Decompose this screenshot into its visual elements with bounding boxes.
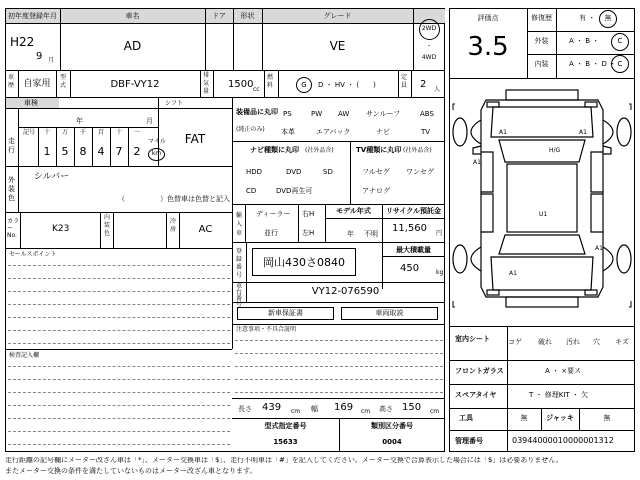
month-unit: 月 bbox=[48, 57, 55, 64]
mark-a1-fender-r: A1 bbox=[579, 129, 587, 136]
repair-label: 修復歴 bbox=[531, 14, 552, 22]
dotted-line bbox=[8, 265, 230, 266]
mileage-digit: 7 bbox=[115, 145, 123, 158]
model-year-label: モデル年式 bbox=[336, 207, 371, 215]
import-dealer: ディーラー bbox=[256, 210, 291, 218]
score-label: 評価点 bbox=[477, 14, 499, 22]
interior-seat-item: 破れ bbox=[538, 338, 552, 346]
mileage-unit-label: 百 bbox=[97, 129, 104, 136]
equipment-item: サンルーフ bbox=[366, 110, 401, 118]
color-note: （ ）色替車は色替と記入 bbox=[118, 195, 230, 203]
registration-value: 岡山430さ0840 bbox=[263, 256, 345, 269]
width-unit: cm bbox=[361, 408, 371, 415]
drive-4wd: 4WD bbox=[421, 54, 437, 61]
inspection-month-unit: 月 bbox=[146, 117, 153, 125]
import-label: 輸入車 bbox=[236, 212, 243, 237]
dotted-line bbox=[8, 392, 230, 393]
inspection-year-unit: 年 bbox=[76, 117, 83, 125]
mileage-digit: 4 bbox=[97, 145, 105, 158]
exterior-grade: C bbox=[617, 37, 623, 45]
dotted-line bbox=[235, 353, 443, 354]
interior-seat-label: 室内シート bbox=[455, 335, 490, 343]
jack-value: 無 bbox=[603, 414, 611, 422]
length-value: 439 bbox=[262, 402, 282, 413]
dotted-line bbox=[8, 418, 230, 419]
mileage-unit-label: 一 bbox=[133, 129, 140, 136]
door-label: ドア bbox=[212, 12, 226, 20]
navi-item: SD bbox=[323, 168, 333, 176]
interior-grade: C bbox=[617, 60, 623, 68]
tv-item: フルセグ bbox=[362, 168, 390, 176]
category-number-label: 類別区分番号 bbox=[371, 422, 413, 430]
mileage-digit: 8 bbox=[79, 145, 87, 158]
width-value: 169 bbox=[334, 402, 354, 413]
dotted-line bbox=[8, 405, 230, 406]
navi-item: DVD bbox=[286, 168, 302, 176]
import-parallel: 並行 bbox=[264, 229, 278, 237]
mileage-unit-label: 十 bbox=[43, 129, 50, 136]
inspector-label: 検査記入欄 bbox=[9, 352, 40, 359]
tv-item: ワンセグ bbox=[406, 168, 434, 176]
ac-label: 冷房 bbox=[170, 218, 177, 233]
mileage-section-label: 走行 bbox=[8, 137, 15, 154]
mark-a1-trunk: A1 bbox=[509, 270, 517, 277]
exterior-opts: A ・ B ・ bbox=[569, 37, 600, 45]
interior-seat-item: 穴 bbox=[593, 338, 600, 346]
month-value: 9 bbox=[36, 51, 43, 62]
dotted-line bbox=[235, 392, 443, 393]
capacity-unit: 人 bbox=[434, 86, 441, 93]
height-label: 高さ bbox=[379, 405, 393, 413]
interior-label: 内装 bbox=[534, 60, 549, 68]
equipment-item: 本革 bbox=[281, 128, 295, 136]
capacity-value: 2 bbox=[420, 79, 427, 90]
navi-title-sub: (社外品含) bbox=[305, 147, 334, 154]
mileage-unit-label: 万 bbox=[61, 129, 68, 136]
model-designation-label: 型式指定番号 bbox=[264, 422, 307, 430]
capacity-label: 定員 bbox=[401, 74, 408, 89]
chassis-value: VY12-076590 bbox=[311, 286, 380, 297]
score-value: 3.5 bbox=[467, 32, 509, 62]
interior-seat-item: コゲ bbox=[508, 338, 522, 346]
color-value: シルバー bbox=[34, 172, 70, 182]
mileage-unit-km: km bbox=[151, 150, 162, 157]
mileage-digit: 1 bbox=[43, 145, 51, 158]
equipment-sublabel: (純正のみ) bbox=[236, 126, 265, 133]
model-year-unknown: 不明 bbox=[364, 230, 378, 238]
mark-a1-rear-r: A1 bbox=[595, 245, 603, 252]
type-value: DBF-VY12 bbox=[110, 79, 160, 90]
tools-label: 工具 bbox=[459, 414, 473, 422]
max-load-value: 450 bbox=[400, 263, 420, 274]
tv-title-sub: (社外品含) bbox=[403, 147, 432, 154]
fuel-label: 燃料 bbox=[267, 74, 274, 89]
category-number-value: 0004 bbox=[382, 438, 402, 446]
dotted-line bbox=[8, 291, 230, 292]
plate-label: カラーNo. bbox=[7, 218, 20, 239]
dotted-line bbox=[235, 366, 443, 367]
navi-item: CD bbox=[246, 187, 257, 195]
dotted-line bbox=[235, 340, 443, 341]
recycle-value: 11,560 bbox=[392, 223, 427, 234]
model-year-unit: 年 bbox=[347, 230, 354, 238]
import-left: 左H bbox=[302, 229, 315, 237]
fuel-other: D ・ HV ・ ( ) bbox=[318, 81, 376, 89]
dotted-line bbox=[8, 330, 230, 331]
sales-point-label: セールスポイント bbox=[9, 251, 57, 258]
usage-value: 自家用 bbox=[23, 79, 51, 89]
shift-value: FAT bbox=[184, 132, 206, 146]
interior-seat-item: キズ bbox=[615, 338, 629, 346]
mileage-unit-label: 記号 bbox=[22, 129, 35, 136]
tv-item: アナログ bbox=[362, 187, 390, 195]
length-label: 長さ bbox=[238, 405, 252, 413]
shape-label: 形状 bbox=[240, 12, 255, 20]
max-load-label: 最大積載量 bbox=[396, 246, 431, 254]
footer-line2: またメーター交換の条件を満たしていないものはメーター改ざん車となります。 bbox=[5, 467, 257, 475]
shift-label: シフト bbox=[165, 100, 184, 107]
front-glass-value: A ・ ×要ス bbox=[545, 367, 582, 375]
dotted-line bbox=[8, 304, 230, 305]
dotted-line bbox=[8, 343, 230, 344]
year-label: 初年度登録年月 bbox=[8, 12, 57, 20]
equipment-label: 装備品に丸印 bbox=[236, 108, 278, 116]
interior-opts: A ・ B ・ D ・ bbox=[569, 60, 617, 68]
equipment-item: AW bbox=[338, 110, 350, 118]
mileage-unit-mile: マイル bbox=[148, 138, 166, 145]
recycle-unit: 円 bbox=[436, 230, 443, 237]
chassis-label: 車台番号 bbox=[236, 283, 243, 308]
warranty-label: 新車保証書 bbox=[268, 309, 303, 317]
equipment-item: PW bbox=[311, 110, 323, 118]
mark-hg-windshield: H/G bbox=[549, 147, 561, 154]
displacement-unit: cc bbox=[253, 86, 260, 93]
repair-opts: 有 ・ bbox=[579, 14, 596, 22]
grade-label: グレード bbox=[323, 12, 352, 20]
dotted-line bbox=[8, 317, 230, 318]
registration-label: 登録番号 bbox=[236, 248, 243, 279]
equipment-item: エアバック bbox=[316, 128, 351, 136]
mileage-unit-label: 千 bbox=[79, 129, 86, 136]
dotted-line bbox=[8, 379, 230, 380]
color-section-label: 外装色 bbox=[8, 176, 15, 202]
tools-value: 無 bbox=[520, 414, 528, 422]
max-load-unit: kg bbox=[436, 269, 444, 276]
height-unit: cm bbox=[430, 408, 440, 415]
management-label: 管理番号 bbox=[455, 437, 483, 445]
mark-a1-hood: A1 bbox=[499, 129, 507, 136]
fuel-selected: G bbox=[301, 81, 307, 89]
dotted-line bbox=[8, 431, 230, 432]
ac-value: AC bbox=[198, 224, 213, 235]
year-value: H22 bbox=[10, 35, 35, 49]
repair-none: 無 bbox=[604, 14, 612, 22]
manual-label: 車両取説 bbox=[375, 309, 404, 317]
spare-tire-label: スペアタイヤ bbox=[455, 391, 497, 399]
mark-a1-door-l: A1 bbox=[473, 159, 481, 166]
interior-seat-item: 汚れ bbox=[566, 338, 580, 346]
grade-value: VE bbox=[329, 39, 346, 53]
car-diagram bbox=[451, 82, 633, 322]
displacement-label: 排気量 bbox=[203, 72, 210, 95]
displacement-value: 1500 bbox=[228, 79, 254, 90]
mileage-unit-label: 十 bbox=[115, 129, 122, 136]
management-value: 03944000010000001312 bbox=[512, 436, 614, 445]
navi-item: HDD bbox=[246, 168, 263, 176]
tv-title: TV種類に丸印 bbox=[356, 146, 402, 154]
equipment-item: ナビ bbox=[376, 128, 390, 136]
equipment-item: ABS bbox=[420, 110, 434, 118]
dotted-line bbox=[8, 278, 230, 279]
drive-2wd: 2WD bbox=[421, 25, 437, 32]
jack-label: ジャッキ bbox=[546, 414, 574, 422]
model-designation-value: 15633 bbox=[273, 438, 298, 446]
equipment-item: PS bbox=[283, 110, 292, 118]
mark-u1-roof: U1 bbox=[539, 211, 548, 218]
dotted-line bbox=[8, 444, 230, 445]
navi-item: DVD再生可 bbox=[276, 187, 313, 195]
dotted-line bbox=[235, 379, 443, 380]
plate-value: K23 bbox=[52, 224, 70, 234]
front-glass-label: フロントガラス bbox=[455, 367, 504, 375]
dotted-line bbox=[8, 366, 230, 367]
equipment-item: TV bbox=[421, 128, 431, 136]
drive-dot: ・ bbox=[425, 43, 432, 50]
import-right: 右H bbox=[302, 210, 315, 218]
footer-line1: 走行距離の記号欄にメーター改ざん車は「*」、メーター交換車は「$」、走行不明車は「#」を記入してください。メーター交換で合算表示した場合には「$」は必要ありません。 bbox=[5, 457, 563, 464]
model-label: 車名 bbox=[125, 12, 140, 20]
exterior-label: 外装 bbox=[534, 37, 549, 45]
width-label: 幅 bbox=[311, 405, 318, 413]
inspection-label: 車検 bbox=[24, 99, 38, 107]
navi-title: ナビ種類に丸印 bbox=[250, 146, 299, 154]
caution-label: 注意事項・不具合説明 bbox=[236, 326, 297, 333]
spare-tire-value: T ・ 修理KIT ・ 欠 bbox=[529, 391, 589, 399]
mileage-digit: 5 bbox=[61, 145, 69, 158]
usage-label: 車歴 bbox=[8, 74, 15, 89]
type-label: 型式 bbox=[60, 74, 67, 89]
length-unit: cm bbox=[291, 408, 301, 415]
height-value: 150 bbox=[402, 402, 422, 413]
model-value: AD bbox=[123, 39, 142, 53]
mileage-digit: 2 bbox=[133, 145, 141, 158]
interior-color-label: 内装色 bbox=[104, 214, 111, 237]
recycle-label: リサイクル預託金 bbox=[385, 207, 442, 215]
